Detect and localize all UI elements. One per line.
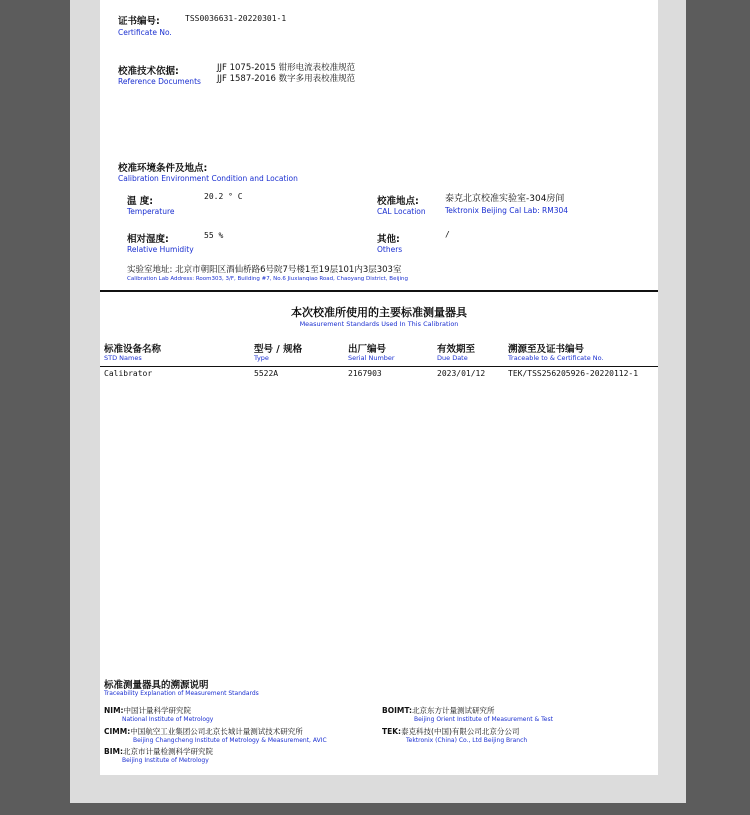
trace-item-nim-en: National Institute of Metrology bbox=[122, 716, 214, 723]
trace-item-cimm: CIMM:中国航空工业集团公司北京长城计量测试技术研究所 bbox=[104, 727, 303, 736]
section-divider bbox=[100, 290, 658, 292]
lab-address: 实验室地址: 北京市朝阳区酒仙桥路6号院7号楼1至19层101内3层303室 bbox=[127, 265, 402, 275]
trace-item-boimt-en: Beijing Orient Institute of Measurement & Test bbox=[414, 716, 553, 723]
table-header-name: 标准设备名称 bbox=[104, 344, 162, 355]
location-label: 校准地点: bbox=[377, 196, 419, 207]
table-cell-type: 5522A bbox=[254, 369, 279, 378]
certificate-page bbox=[100, 0, 658, 775]
certificate-number: TSS0036631-20220301-1 bbox=[185, 14, 287, 23]
environment-label-en: Calibration Environment Condition and Location bbox=[118, 174, 298, 183]
environment-label: 校准环境条件及地点: bbox=[118, 163, 208, 174]
others-value: / bbox=[445, 230, 450, 239]
trace-item-tek: TEK:泰克科技(中国)有限公司北京分公司 bbox=[382, 727, 520, 736]
table-header-due: 有效期至 bbox=[437, 344, 476, 355]
reference-label-en: Reference Documents bbox=[118, 77, 201, 86]
temperature-label: 温 度: bbox=[127, 196, 154, 207]
humidity-value: 55 % bbox=[204, 231, 224, 240]
certificate-number-label-en: Certificate No. bbox=[118, 28, 172, 37]
others-label: 其他: bbox=[377, 234, 400, 245]
reference-doc-2: JJF 1587-2016 数字多用表校准规范 bbox=[217, 74, 356, 84]
lab-address-en: Calibration Lab Address: Room303, 3/F, Building #7, No.6 Jiuxianqiao Road, Chaoyang District, Beijing bbox=[127, 276, 409, 282]
table-header-type-en: Type bbox=[254, 354, 269, 362]
humidity-label-en: Relative Humidity bbox=[127, 245, 194, 254]
traceability-title: 标准测量器具的溯源说明 bbox=[104, 680, 209, 691]
table-header-type: 型号 / 规格 bbox=[254, 344, 303, 355]
trace-item-nim: NIM:中国计量科学研究院 bbox=[104, 706, 192, 715]
trace-item-bim: BIM:北京市计量检测科学研究院 bbox=[104, 747, 213, 756]
table-header-traceable-en: Traceable to & Certificate No. bbox=[508, 354, 604, 362]
table-header-name-en: STD Names bbox=[104, 354, 142, 362]
location-label-en: CAL Location bbox=[377, 207, 426, 216]
others-label-en: Others bbox=[377, 245, 403, 254]
table-header-traceable: 溯源至及证书编号 bbox=[508, 344, 585, 355]
traceability-title-en: Traceability Explanation of Measurement Standards bbox=[104, 690, 259, 697]
certificate-number-label: 证书编号: bbox=[118, 16, 160, 27]
temperature-value: 20.2 ° C bbox=[204, 192, 243, 201]
trace-item-cimm-en: Beijing Changcheng Institute of Metrology & Measurement, AVIC bbox=[133, 737, 327, 744]
reference-doc-1: JJF 1075-2015 钳形电流表校准规范 bbox=[217, 63, 356, 73]
reference-label: 校准技术依据: bbox=[118, 66, 179, 77]
location-value: 泰克北京校准实验室-304房间 bbox=[445, 194, 565, 204]
table-header-serial: 出厂编号 bbox=[348, 344, 387, 355]
trace-item-bim-en: Beijing Institute of Metrology bbox=[122, 757, 209, 764]
temperature-label-en: Temperature bbox=[127, 207, 175, 216]
table-header-serial-en: Serial Number bbox=[348, 354, 395, 362]
table-cell-name: Calibrator bbox=[104, 369, 153, 378]
table-cell-traceable: TEK/TSS256205926-20220112-1 bbox=[508, 369, 639, 378]
standards-title: 本次校准所使用的主要标准测量器具 bbox=[291, 306, 467, 319]
table-header-rule bbox=[100, 366, 658, 367]
location-value-en: Tektronix Beijing Cal Lab: RM304 bbox=[445, 206, 569, 215]
table-cell-serial: 2167903 bbox=[348, 369, 382, 378]
humidity-label: 相对湿度: bbox=[127, 234, 169, 245]
table-cell-due: 2023/01/12 bbox=[437, 369, 486, 378]
trace-item-tek-en: Tektronix (China) Co., Ltd Beijing Branch bbox=[406, 737, 528, 744]
table-header-due-en: Due Date bbox=[437, 354, 468, 362]
standards-title-en: Measurement Standards Used In This Calibration bbox=[299, 320, 459, 328]
trace-item-boimt: BOIMT:北京东方计量测试研究所 bbox=[382, 706, 495, 715]
